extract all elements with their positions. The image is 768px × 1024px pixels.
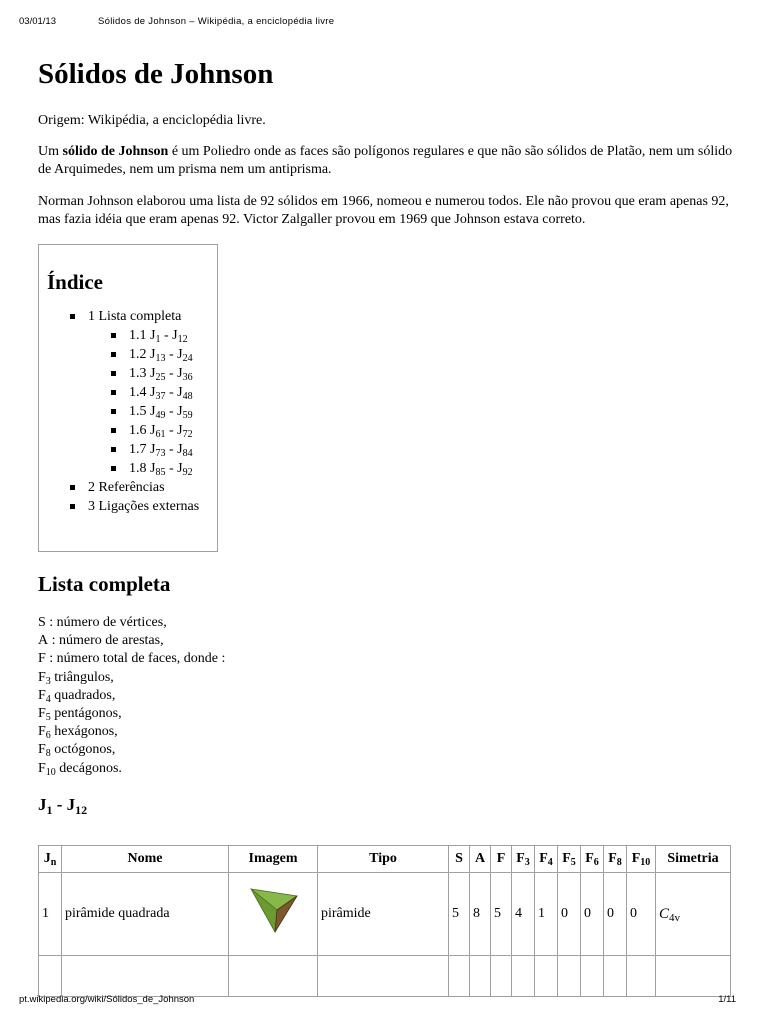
toc-sub-to: 12 (177, 334, 188, 345)
cell-imagem (229, 873, 318, 956)
legend-item: S : número de vértices, (38, 615, 167, 630)
toc-title: Índice (47, 270, 104, 294)
cell-s: 5 (449, 873, 470, 956)
toc-sub-to: 36 (182, 372, 193, 383)
cell-f: 5 (491, 873, 512, 956)
col-f8: $F_8$ (604, 846, 627, 873)
cell-simetria: $C_{4v}$ (656, 873, 731, 956)
table-of-contents (38, 244, 218, 552)
cell-a: 8 (470, 873, 491, 956)
legend-item: F : número total de faces, donde : (38, 651, 226, 667)
legend-item: A : número de arestas, (38, 633, 164, 649)
legend-item: $F_8$ octógonos, (38, 742, 116, 760)
toc-subitem[interactable]: 1.1 $J_1 - J_{12}$ (88, 326, 217, 345)
toc-sub-to: 72 (182, 429, 193, 440)
col-f10: $F_{10}$ (627, 846, 656, 873)
toc-item-number: 1 (88, 309, 95, 324)
col-tipo: Tipo (318, 846, 449, 873)
col-simetria: Simetria (656, 846, 731, 873)
col-f4: $F_4$ (535, 846, 558, 873)
origin-note: Origem: Wikipédia, a enciclopédia livre. (38, 113, 266, 128)
col-f6: $F_6$ (581, 846, 604, 873)
article-title: Sólidos de Johnson (38, 58, 274, 90)
cell-nome[interactable]: pirâmide quadrada (62, 873, 229, 956)
cell-f5: 0 (558, 873, 581, 956)
toc-sub-from: 37 (155, 391, 166, 402)
toc-item-referencias[interactable] (47, 478, 217, 497)
print-url: pt.wikipedia.org/wiki/Sólidos_de_Johnson (19, 994, 195, 1005)
toc-subitem-number: 1.2 (129, 347, 147, 362)
cell-f4: 1 (535, 873, 558, 956)
intro-rest: é um Poliedro onde as faces são polígonos regulares e que não são sólidos de Platão, nem um sólido de Arquimedes, nem um prisma nem um antiprisma. (38, 144, 733, 177)
col-s: S (449, 846, 470, 873)
toc-item-label: Referências (98, 480, 165, 495)
col-f3: $F_3$ (512, 846, 535, 873)
cell-f8: 0 (604, 873, 627, 956)
subsection-from: 1 (46, 802, 53, 817)
toc-subitem-number: 1.4 (129, 385, 147, 400)
toc-subitem[interactable]: 1.4 $J_{37} - J_{48}$ (88, 383, 217, 402)
toc-sub-to: 48 (182, 391, 193, 402)
toc-subitem[interactable]: 1.2 $J_{13} - J_{24}$ (88, 345, 217, 364)
table-row-partial (39, 956, 731, 997)
toc-list (47, 307, 217, 516)
col-f: F (491, 846, 512, 873)
print-date: 03/01/13 (19, 16, 56, 27)
table-row (39, 873, 731, 956)
square-pyramid-image[interactable] (245, 886, 301, 938)
cell-f3: 4 (512, 873, 535, 956)
toc-sub-from: 1 (155, 334, 161, 345)
toc-sub-from: 61 (155, 429, 166, 440)
toc-item-label: Lista completa (98, 309, 182, 324)
col-jn: $J_n$ (39, 846, 62, 873)
toc-item-number: 2 (88, 480, 95, 495)
toc-sub-to: 24 (182, 353, 193, 364)
toc-subitem-number: 1.8 (129, 461, 147, 476)
legend-item: $F_5$ pentágonos, (38, 706, 122, 724)
toc-sub-to: 92 (182, 467, 193, 478)
legend-item: $F_{10}$ decágonos. (38, 760, 122, 778)
toc-subitem[interactable]: 1.3 $J_{25} - J_{36}$ (88, 364, 217, 383)
cell-tipo[interactable]: pirâmide (318, 873, 449, 956)
intro-bold-term: sólido de Johnson (62, 144, 169, 159)
col-a: A (470, 846, 491, 873)
toc-sub-to: 84 (182, 448, 193, 459)
legend-item: $F_6$ hexágonos, (38, 724, 118, 742)
history-paragraph: Norman Johnson elaborou uma lista de 92 sólidos em 1966, nomeou e numerou todos. Ele não provou que eram apenas 92, mas fazia idéia que eram apenas 92. Victor Zalgaller provou em 1969 que Johnson estava correto. (38, 194, 729, 227)
toc-item-ligacoes-externas[interactable] (47, 497, 217, 516)
intro-paragraph (38, 143, 738, 179)
toc-item-label: Ligações externas (98, 499, 200, 514)
toc-sub-from: 73 (155, 448, 166, 459)
toc-subitem[interactable]: 1.7 $J_{73} - J_{84}$ (88, 440, 217, 459)
intro-prefix: Um (38, 144, 63, 159)
col-nome: Nome (62, 846, 229, 873)
cell-f6: 0 (581, 873, 604, 956)
toc-subitem[interactable]: 1.8 $J_{85} - J_{92}$ (88, 459, 217, 478)
col-imagem: Imagem (229, 846, 318, 873)
section-heading: Lista completa (38, 572, 171, 596)
toc-sub-from: 85 (155, 467, 166, 478)
legend-item: $F_4$ quadrados, (38, 687, 116, 705)
toc-subitem[interactable]: 1.6 $J_{61} - J_{72}$ (88, 421, 217, 440)
johnson-table (38, 845, 731, 997)
toc-subitem[interactable]: 1.5 $J_{49} - J_{59}$ (88, 402, 217, 421)
toc-subitem-number: 1.1 (129, 328, 147, 343)
print-page-title: Sólidos de Johnson – Wikipédia, a enciclopédia livre (98, 16, 335, 27)
toc-sub-to: 59 (182, 410, 193, 421)
cell-n: 1 (39, 873, 62, 956)
toc-sub-from: 13 (155, 353, 166, 364)
col-f5: $F_5$ (558, 846, 581, 873)
toc-subitem-number: 1.7 (129, 442, 147, 457)
print-page-number: 1/11 (718, 994, 736, 1005)
toc-item-number: 3 (88, 499, 95, 514)
subsection-heading: $J_1 - J_{12}$ (38, 794, 88, 817)
toc-sublist (88, 326, 217, 478)
toc-sub-from: 49 (155, 410, 166, 421)
subsection-to: 12 (75, 802, 88, 817)
toc-item-lista-completa[interactable] (47, 307, 217, 478)
toc-subitem-number: 1.5 (129, 404, 147, 419)
legend-list (38, 614, 738, 778)
toc-sub-from: 25 (155, 372, 166, 383)
article-content (38, 56, 738, 816)
table-header-row (39, 846, 731, 873)
toc-subitem-number: 1.6 (129, 423, 147, 438)
cell-f10: 0 (627, 873, 656, 956)
toc-subitem-number: 1.3 (129, 366, 147, 381)
legend-item: $F_3$ triângulos, (38, 669, 114, 687)
